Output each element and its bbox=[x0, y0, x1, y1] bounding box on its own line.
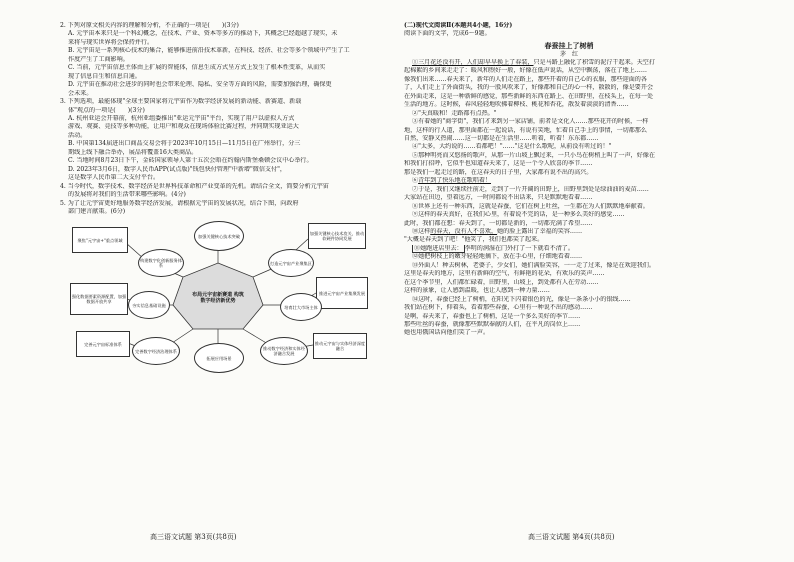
q5-stem: 5. 为了让元宇宙更好地服务数字经济发展，请根据元宇宙的发展状况，结合下图，向政府 bbox=[60, 199, 299, 207]
q2-option-a: A. 元宇宙本来只是一个科幻概念，在技术、产业、资本等多方的推动下，其概念已经超越了现实，未 bbox=[68, 30, 338, 38]
paragraph-6-start: ⑥ bbox=[412, 177, 419, 185]
text-line: 来将与现实世界将会保持并行。 bbox=[68, 38, 154, 46]
paragraph-12: ⑫她把树枝上的嫩芽轻轻地摘下，放在手心里，仔细地看着…… bbox=[412, 253, 583, 261]
paragraph-10-underlined: 的春天，没有人不喜欢， bbox=[430, 227, 498, 235]
passage-title: 春蚕挂上了树梢 bbox=[544, 40, 594, 50]
q3-option-c: C. 当地时间8月23日下午，金砖国家领导人第十五次会晤在约翰内斯堡桑顿会议中心举行。 bbox=[68, 157, 313, 165]
text-line: 活动。 bbox=[68, 131, 87, 139]
paragraph-6 bbox=[404, 177, 734, 185]
text-line: 那些吐丝的春蚕，就像那些默默奉献的人们，在平凡的岗位上…… bbox=[404, 320, 581, 328]
paragraph-6-underlined: 青年到了快乐地在歌唱着！ bbox=[418, 177, 491, 185]
paragraph-11 bbox=[404, 245, 734, 253]
paragraph-11-rest: 李明的润湿在门外打了一下就看不清了。 bbox=[464, 244, 574, 252]
diagram-box-bl: 完善元宇宙标准体系 bbox=[76, 331, 130, 357]
paragraph-1-underlined: ①三月花还没有开，人们却早早换上了春装， bbox=[412, 58, 534, 66]
text-line: 部门建言献策。(6分) bbox=[68, 207, 126, 215]
text-line: 生活的地方。这时候，春风轻轻地吹拂着柳枝、桃花和杏花，散发着淡淡的清香…… bbox=[404, 101, 629, 109]
q2-option-b: B. 元宇宙是一系列核心技术的集合，能够推进前沿技术革新，在科技、经济、社会等多个领域中产生了工 bbox=[68, 47, 350, 55]
text-line: 在外面走来，这是一种新鲜的感觉，那些新鲜的东西在路上、在田野里，在枝头上，在每一处 bbox=[404, 92, 654, 100]
text-line: "大概是春天到了吧！"他笑了，我们也都笑了起来。 bbox=[404, 236, 544, 244]
paragraph-13: ⑬外面人！种去树林，老婆子，少女们，她们满脸笑容，一一走了过来，像是在欢迎我们。 bbox=[412, 261, 655, 269]
paragraph-4: ④"太多，大约说的……看都吧！"……"这是什么歌呢，从前没有听过的！" bbox=[412, 143, 612, 151]
paragraph-9: ⑨这样的春天真好，在我们心里，有着说不完的话，是一种多么美好的感觉…… bbox=[412, 211, 625, 219]
text-line: 那是我们一起走过的路，在这春天的日子里，大家都有说不出的高兴。 bbox=[404, 168, 593, 176]
q3-stem: 3. 下列选项，最能体现"全球主要国家将元宇宙作为数字经济发展的新动能、新赛道、新载 bbox=[60, 98, 302, 106]
text-line: 作度产生了工商影响。 bbox=[68, 55, 129, 63]
q4-stem: 4. 当今时代，数字技术、数字经济是世界科技革命和产业变革的先机。请结合全文，简要分析元宇宙 bbox=[60, 182, 329, 190]
page-footer-left: 高三语文试题 第3页(共8页) bbox=[150, 533, 237, 541]
diagram-box-br: 推动元宇宙与实体经济深度融合 bbox=[313, 333, 367, 359]
text-line: 期线上线下融合举办，展品将覆盖16大类商品。 bbox=[68, 148, 198, 156]
passage-author: 茅 红 bbox=[559, 50, 579, 58]
q2-option-c: C. 当前，元宇宙信息主体由上扩展的智能体，信息生成方式呈方式上发生了根本性变革，从而实 bbox=[68, 64, 326, 72]
section-heading: (二)现代文阅读Ⅱ(本题共4小题，16分) bbox=[404, 22, 513, 29]
diagram-circle-lower-right: 推动数字经济和实体经济融合发展 bbox=[260, 337, 308, 365]
paragraph-11-boxed: ⑪她跑进店里去： bbox=[414, 244, 463, 252]
q2-option-d: D. 元宇宙在推动社会进步的同时也会带来伦理、隐私、安全等方面的风险，需要加强治理，确保更 bbox=[68, 81, 332, 89]
paragraph-10 bbox=[404, 228, 734, 236]
paragraph-10-end: 她的脸上露出了幸福的笑容…… bbox=[497, 227, 583, 235]
q2-stem: 2. 下列对原文相关内容的理解和分析，不正确的一项是( )(3分) bbox=[60, 22, 239, 29]
q3-option-b: B. 中国第134届进出口商品交易会将于2023年10月15日—11月5日在广州举行，分三 bbox=[68, 140, 301, 148]
text-line: 这是数字人民币第二大支付平台。 bbox=[68, 174, 160, 182]
text-line: 地，这样的行人道，那里面都在一起说话，有说有笑地，忙着自己手上的事情，一切都那么 bbox=[404, 126, 647, 134]
page-3-column bbox=[60, 22, 382, 542]
text-line: 这里是春天的地方，这里有新鲜的空气，有鲜艳的花朵，有欢乐的笑声…… bbox=[404, 270, 605, 278]
paragraph-5: ⑤那种明亮而又悠扬的歌声，从那一片山坡上飘过来，一只小鸟在树梢上叫了一声，好像在 bbox=[412, 151, 655, 159]
diagram-box-tr: 加强关键核心技术攻关，推动软硬件协同发展 bbox=[308, 223, 366, 249]
text-line: 这样的景象，让人感到温暖，也让人感到一种力量…… bbox=[404, 287, 550, 295]
text-line: 和我们打招呼，它似乎也知道春天来了，这是一个令人欣喜的季节…… bbox=[404, 160, 593, 168]
diagram-box-ml: 强化数据要素资源配置，加强数据开放共享 bbox=[70, 283, 128, 315]
text-line: 自然，安静又热闹……这一切都是在生活里……听着，听着！东东都…… bbox=[404, 134, 599, 142]
diagram-center-hexagon: 布局元宇宙新赛道 构筑数字经济新优势 bbox=[192, 292, 244, 305]
metaverse-policy-diagram bbox=[68, 219, 368, 374]
text-line: 体"观点的一项是( )(3分) bbox=[68, 106, 145, 114]
text-line: 现了信息自生和信息自通。 bbox=[68, 72, 141, 80]
paragraph-7: ⑦于是，我们又继续往前走，走到了一片开阔的田野上，田野里到处是绿油油的麦苗…… bbox=[412, 185, 649, 193]
diagram-circle-upper-left: 构建数字化创新服务体系 bbox=[138, 249, 184, 277]
paragraph-3: ③有着她的"商字街"，我们才来到另一家店铺，前者是文化人……那些花开的时候，一样 bbox=[412, 118, 649, 126]
paragraph-14: ⑭这时，春蚕已经上了树梢，在阳光下闪着银色的光，像是一条条小小的银线…… bbox=[412, 295, 631, 303]
page-4-column bbox=[404, 22, 734, 542]
paragraph-1 bbox=[404, 59, 734, 67]
diagram-circle-right: 培育壮大市场主体 bbox=[280, 293, 322, 321]
text-line: 我们站在树下，仰着头，看着那些春蚕，心里有一种说不出的感动…… bbox=[404, 304, 593, 312]
text-line: 像我们出来……春天来了，新年的人们走在路上，那些开着的自己心的衣服，那些迎面的各 bbox=[404, 75, 647, 83]
diagram-circle-left: 夯实信息基础设施 bbox=[128, 291, 170, 319]
diagram-circle-upper-right: 打造元宇宙产业聚集区 bbox=[268, 249, 314, 277]
paragraph-1-rest: 只是马路上融化了积雪的泥泞干起来。天空打 bbox=[533, 58, 655, 66]
diagram-circle-bottom: 拓展应用场景 bbox=[194, 343, 244, 373]
text-line: 会未来。 bbox=[68, 89, 93, 97]
diagram-box-mr: 推进元宇宙产业集聚发展 bbox=[316, 277, 368, 309]
diagram-circle-top: 加强关键核心技术突破 bbox=[194, 221, 244, 251]
q3-option-d: D. 2023年3月6日，数字人民币APP(试点版)"钱包快付管理"中新增"微信支付"， bbox=[68, 165, 286, 173]
reading-instruction: 阅读下面的文字，完成6～9题。 bbox=[404, 30, 491, 38]
page-footer-right: 高三语文试题 第4页(共8页) bbox=[528, 533, 615, 541]
text-line: 大家站在田边，望着远方，一时间都说不出话来，只是默默地看着…… bbox=[404, 194, 593, 202]
paragraph-10-start: ⑩这样 bbox=[412, 227, 431, 235]
diagram-box-tl: 聚焦"元宇宙+"重点领域 bbox=[72, 227, 128, 253]
paragraph-8: ⑧世界上还有一种东西，这就是春蚕，它们在树上吐丝，一生都在为人们默默地奉献着。 bbox=[412, 202, 649, 210]
q3-option-a: A. 杭州亚运会开幕前，杭州亚组委推出"亚运元宇宙"平台，实现了用户以虚拟人方式 bbox=[68, 114, 295, 122]
text-line: 的发展将对我们的生活带来哪些影响。(4分) bbox=[68, 191, 186, 199]
text-line: 是啊，春天来了，春蚕也上了树梢，这是一个多么美好的季节…… bbox=[404, 312, 581, 320]
diagram-circle-lower-left: 完善数字经济治理体系 bbox=[132, 337, 180, 365]
text-line: 了，人们走上了外面街头，我的一股风吹来了，好像都和自己的心一样，散散的，像是要开会 bbox=[404, 84, 654, 92]
text-line: 她也用俄国话向他们笑了一声。 bbox=[404, 329, 490, 337]
paragraph-2: ②"天真暖和！走路都有点热。" bbox=[412, 109, 497, 117]
text-line: 在这个季节里，人们都忙碌着，田野里，山坡上，到处都有人在劳动…… bbox=[404, 278, 599, 286]
text-line: 此时，我们都在想：春天到了，一切都是新的，一切都充满了希望…… bbox=[404, 219, 593, 227]
text-line: 起棉絮的乡间来走走了：暖风和煦好一般，好像在低声说话，从空中飘荡，落在了地上…… bbox=[404, 67, 647, 75]
text-line: 游戏、观赛、竞技等多种功能，让用户和观众在现场体验比赛过程，并同期实现亚运大 bbox=[68, 123, 299, 131]
